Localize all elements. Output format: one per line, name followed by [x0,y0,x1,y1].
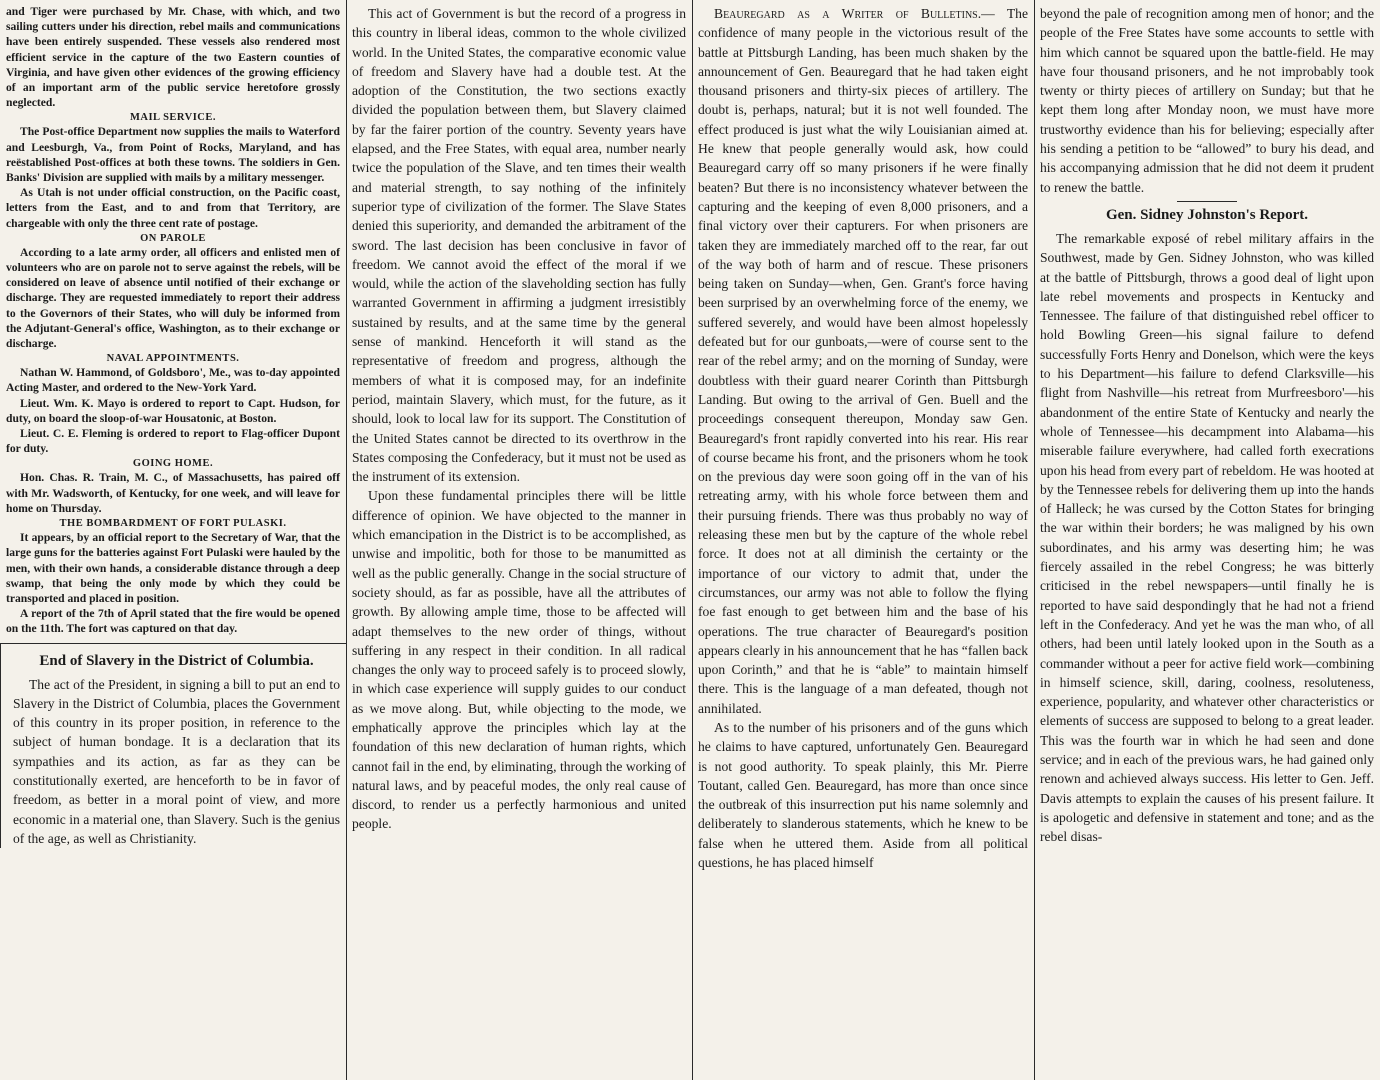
end-of-slavery-article [0,643,346,849]
parole-paragraph: According to a late army order, all officers and enlisted men of volunteers who are on parole not to serve against the rebels, will be considered on leave of absence until notified of their exchange or discharge. They are requested immediately to report their address to the Governors of their States, who will duly be informed from the Adjutant-General's office, Washington, as to their exchange or discharge. [6,245,340,351]
column-1 [0,0,346,1080]
going-home-paragraph: Hon. Chas. R. Train, M. C., of Massachusetts, has paired off with Mr. Wadsworth, of Kentucky, for one week, and will leave for home on Thursday. [6,471,340,515]
beauregard-paragraph-1-text: The confidence of many people in the victorious result of the battle at Pittsburgh Landing, has been much shaken by the announcement of Gen. Beauregard that he had taken eight thousand prisoners and thirty-six pieces of artillery. The doubt is, perhaps, natural; but it is not well founded. The effect produced is just what the wily Louisianian aimed at. He knew that people generally would ask, how could Beauregard carry off so many prisoners if he were finally beaten? But there is no inconsistency whatever between the capturing and the keeping of even 8,000 prisoners, and a final victory over their capturers. For when prisoners are taken they are immediately marched off to the rear, far out of the way both of harm and of rescue. These prisoners being taken on Sunday—when, Gen. Grant's force having been surprised by an overwhelming force of the enemy, we suffered severely, and would have been almost hopelessly defeated but for our gunboats,—were of course sent to the rear of the rebel army; and on the morning of Sunday, were doubtless with their guard nearer Corinth than Pittsburgh Landing. But owing to the arrival of Gen. Buell and the proceedings consequent thereupon, Monday saw Gen. Beauregard's front rapidly converted into his rear. His rear of course became his front, and the prisoners whom he took on the previous day were soon going off in the van of his retreating army, with his whole force between them and their pursuing friends. There was thus probably no way of releasing these men but by the capture of the whole rebel force. It does not at all diminish the certainty or the importance of our victory to admit that, under the circumstances, our army was not able to follow the flying foe fast enough to get between him and the base of his operations. The true character of Beauregard's position appears clearly in his announcement that he has “fallen back upon Corinth,” and that he is “able” to maintain himself there. This is the language of a man defeated, though not annihilated. [698,6,1029,716]
column-2 [346,0,692,1080]
johnston-paragraph: The remarkable exposé of rebel military affairs in the Southwest, made by Gen. Sidney Johnston, who was killed at the battle of Pittsburgh, throws a good deal of light upon late rebel movements and prospects in Kentucky and Tennessee. The failure of that distinguished rebel officer to hold Bowling Green—his signal failure to defend successfully Forts Henry and Donelson, which were the keys to his Department—his failure to defend Clarksville—his flight from Nashville—his retreat from Murfreesboro'—his abandonment of the entire State of Kentucky and nearly the whole of Tennessee—his decampment into Alabama—his miserable failure everywhere, had called forth execrations upon his head from every part of rebeldom. He was hooted at by the Tennessee rebels for delivering them up into the hands of Halleck; he was cursed by the Cotton States for bringing the war within their borders; he was maligned by his own subordinates, and his army was deserting him; he was fiercely assailed in the rebel Congress; he was bitterly criticised in the rebel newspapers—until finally he is reported to have said despondingly that he had not a friend left in the Confederacy. And yet he was the man who, of all others, had been until lately looked upon in the South as a commander without a peer for active field work—combining in himself science, skill, daring, coolness, resoluteness, experience, popularity, and whatever other characteristics or elements of success are supposed to belong to a great leader. This was the fourth war in which he had seen and done service; and in each of the previous wars, he had gained only renown and achieved always success. His letter to Gen. Jeff. Davis attempts to explain the causes of his present failure. It is apologetic and defensive in statement and tone; and as the rebel disas- [1040,230,1374,845]
parole-subhead: ON PAROLE [140,232,206,244]
naval-subhead: NAVAL APPOINTMENTS. [106,353,240,365]
column-3 [692,0,1034,1080]
naval-paragraph-1: Nathan W. Hammond, of Goldsboro', Me., was to-day appointed Acting Master, and ordered to the New-York Yard. [6,366,340,395]
beauregard-heading: Beauregard as a Writer of Bulletins.— [714,6,995,21]
beauregard-paragraph-1 [698,4,1028,718]
johnston-headline: Gen. Sidney Johnston's Report. [1105,206,1309,223]
mail-service-subhead: MAIL SERVICE. [129,112,217,124]
column-4 [1034,0,1380,1080]
editorial-paragraph-1: This act of Government is but the record of a progress in this country in liberal ideas, common to the whole civilized world. In the United States, the comparative economic value of freedom and Slavery have had a double test. At the adoption of the Constitution, the two sections exactly divided the population between them, but Slavery claimed by far the fairer portion of the country. Seventy years have elapsed, and the Free States, with equal area, number nearly twice the population of the Slave, and ten times their wealth and material strength, to say nothing of the infinitely superior type of civilization of the former. The Slave States denied this superiority, and demanded the arbitrament of the sword. The last decision has been conclusive in favor of freedom. We cannot avoid the effect of the moral if we would, while the action of the slaveholding section has fully warranted Government in affirming a judgment irresistibly sustained by results, and at the same time by the general sense of mankind. Henceforth it will stand as the representative of freedom and progress, although the members of what it is composed may, for an indefinite period, maintain Slavery, which must, for the future, as it should, look to local law for its support. The Constitution of the United States cannot be directed to its overthrow in the States composing the Confederacy, but it must not be used as the instrument of its extension. [352,6,686,485]
pulaski-paragraph-2: A report of the 7th of April stated that the fire would be opened on the 11th. The fort was captured on that day. [6,607,340,636]
naval-paragraph-3: Lieut. C. E. Fleming is ordered to report to Flag-officer Dupont for duty. [6,427,340,456]
mail-paragraph-1: The Post-office Department now supplies the mails to Waterford and Leesburgh, Va., from Point of Rocks, Maryland, and has reëstablished Post-offices at both these towns. The soldiers in Gen. Banks' Division are supplied with mails by a military messenger. [6,125,340,185]
beauregard-paragraph-2: As to the number of his prisoners and of the guns which he claims to have captured, unfortunately Gen. Beauregard is not good authority. To speak plainly, this Mr. Pierre Toutant, called Gen. Beauregard, has more than once since the outbreak of this insurrection put his name solemnly and deliberately to slanderous statements, which he knew to be false when he uttered them. Aside from all political questions, he has placed himself [698,719,1028,871]
mail-paragraph-2: As Utah is not under official construction, on the Pacific coast, letters from the East, and to and from that Territory, are chargeable with only the three cent rate of postage. [6,186,340,230]
going-home-subhead: GOING HOME. [132,458,214,470]
beauregard-continuation: beyond the pale of recognition among men of honor; and the people of the Free States have some accounts to settle with him which cannot be squared upon the battle-field. He may have four thousand prisoners, and he not improbably took twenty or thirty pieces of artillery on Sunday; but that he kept them long after Monday noon, we must have more trustworthy evidence than his for believing; especially after his sending a petition to be “allowed” to bury his dead, and his accompanying admission that he did not deem it prudent to renew the battle. [1040,6,1374,195]
pulaski-subhead: THE BOMBARDMENT OF FORT PULASKI. [59,518,287,530]
article-separator [1177,201,1237,202]
end-of-slavery-headline: End of Slavery in the District of Columbia. [39,652,314,669]
naval-paragraph-2: Lieut. Wm. K. Mayo is ordered to report to Capt. Hudson, for duty, on board the sloop-of-war Housatonic, at Boston. [6,396,340,425]
end-of-slavery-paragraph: The act of the President, in signing a bill to put an end to Slavery in the District of Columbia, places the Government of this country in its proper position, in reference to the subject of human bondage. It is a declaration that its sympathies and its action, as far as they can be constitutionally exerted, are henceforth to be in favor of freedom, as better in a moral point of view, and more economic in a material one, than Slavery. Such is the genius of the age, as well as Christianity. [13,676,340,846]
news-briefs [6,4,340,637]
editorial-paragraph-2: Upon these fundamental principles there will be little difference of opinion. We have objected to the manner in which emancipation in the District is to be accomplished, as unwise and impolitic, both for those to be manumitted as well as the public generally. Change in the social structure of society should, as far as possible, have all the attributes of growth. By allowing ample time, those to be affected will adapt themselves to the new order of things, without suffering in any respect in their condition. In all radical changes the only way to proceed safely is to proceed slowly, in which case experience will supply guides to our conduct as we move along. But, while objecting to the mode, we emphatically approve the principles which lay at the foundation of this new declaration of human rights, which cannot fail in the end, by eliminating, through the working of natural laws, and by peaceful modes, the only real cause of discord, to render us a perfectly harmonious and united people. [352,488,686,832]
mail-intro-paragraph: and Tiger were purchased by Mr. Chase, with which, and two sailing cutters under his direction, rebel mails and communications have been entirely suspended. These vessels also rendered most efficient service in the capture of the two Eastern counties of Virginia, and have given other evidences of the growing efficiency of an important arm of the public service heretofore grossly neglected. [6,5,340,110]
pulaski-paragraph-1: It appears, by an official report to the Secretary of War, that the large guns for the batteries against Fort Pulaski were hauled by the men, with their own hands, a considerable distance through a deep swamp, that being the only mode by which they could be transported and placed in position. [6,531,340,605]
